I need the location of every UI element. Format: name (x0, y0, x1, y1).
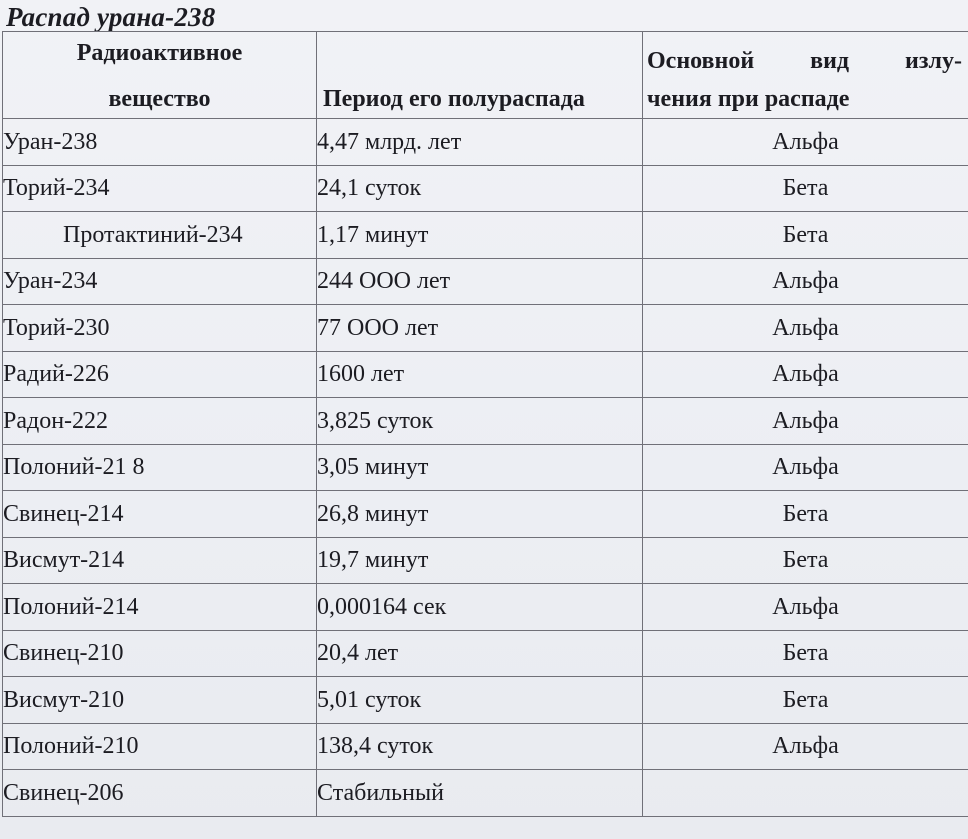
header-emission (643, 32, 968, 119)
cell-substance: Торий-230 (3, 305, 317, 352)
table-row (3, 305, 968, 352)
table-row (3, 630, 968, 677)
cell-emission: Альфа (643, 258, 968, 305)
cell-emission: Альфа (643, 723, 968, 770)
cell-period: 244 ООО лет (317, 258, 643, 305)
cell-period: 1600 лет (317, 351, 643, 398)
cell-emission: Бета (643, 677, 968, 724)
table-row (3, 119, 968, 166)
cell-substance: Висмут-210 (3, 677, 317, 724)
header-substance-line1: Радиоактивное (76, 40, 243, 66)
cell-emission: Бета (643, 212, 968, 259)
cell-period: 77 ООО лет (317, 305, 643, 352)
table-row (3, 165, 968, 212)
cell-substance: Уран-234 (3, 258, 317, 305)
cell-emission: Бета (643, 165, 968, 212)
cell-period: 138,4 суток (317, 723, 643, 770)
header-emission-word1: Основной (647, 48, 755, 74)
table-row (3, 491, 968, 538)
cell-period: 3,05 минут (317, 444, 643, 491)
cell-substance: Висмут-214 (3, 537, 317, 584)
table-row (3, 770, 968, 817)
table-row (3, 444, 968, 491)
cell-period: 1,17 минут (317, 212, 643, 259)
table-title: Распад урана-238 (6, 2, 216, 32)
cell-period: 19,7 минут (317, 537, 643, 584)
cell-substance: Свинец-214 (3, 491, 317, 538)
header-emission-word2: вид (810, 48, 850, 74)
cell-substance: Радий-226 (3, 351, 317, 398)
cell-emission (643, 770, 968, 817)
cell-period: 24,1 суток (317, 165, 643, 212)
table-row (3, 723, 968, 770)
cell-substance: Свинец-206 (3, 770, 317, 817)
header-substance-line2: вещество (108, 86, 211, 112)
cell-substance: Полоний-210 (3, 723, 317, 770)
header-substance (3, 32, 317, 119)
cell-emission: Бета (643, 491, 968, 538)
header-emission-line2: чения при распаде (647, 86, 850, 112)
cell-period: 3,825 суток (317, 398, 643, 445)
header-period-text: Период его полураспада (323, 86, 585, 112)
cell-substance: Уран-238 (3, 119, 317, 166)
table-row (3, 537, 968, 584)
table-row (3, 398, 968, 445)
header-period (317, 32, 643, 119)
cell-period: 0,000164 сек (317, 584, 643, 631)
table-row (3, 258, 968, 305)
cell-emission: Бета (643, 537, 968, 584)
table-row (3, 351, 968, 398)
cell-emission: Альфа (643, 444, 968, 491)
cell-substance: Торий-234 (3, 165, 317, 212)
header-row (3, 32, 968, 119)
table-row (3, 212, 968, 259)
cell-substance: Полоний-214 (3, 584, 317, 631)
cell-emission: Альфа (643, 351, 968, 398)
cell-emission: Бета (643, 630, 968, 677)
cell-substance: Свинец-210 (3, 630, 317, 677)
decay-table (2, 31, 968, 817)
cell-substance: Протактиний-234 (3, 212, 317, 259)
header-emission-word3: излу- (905, 48, 962, 74)
cell-substance: Радон-222 (3, 398, 317, 445)
header-emission-line1 (647, 46, 962, 76)
cell-emission: Альфа (643, 305, 968, 352)
cell-period: Стабильный (317, 770, 643, 817)
cell-emission: Альфа (643, 119, 968, 166)
table-row (3, 677, 968, 724)
cell-emission: Альфа (643, 398, 968, 445)
cell-period: 5,01 суток (317, 677, 643, 724)
cell-period: 20,4 лет (317, 630, 643, 677)
cell-emission: Альфа (643, 584, 968, 631)
cell-period: 26,8 минут (317, 491, 643, 538)
table-row (3, 584, 968, 631)
cell-period: 4,47 млрд. лет (317, 119, 643, 166)
cell-substance: Полоний-21 8 (3, 444, 317, 491)
